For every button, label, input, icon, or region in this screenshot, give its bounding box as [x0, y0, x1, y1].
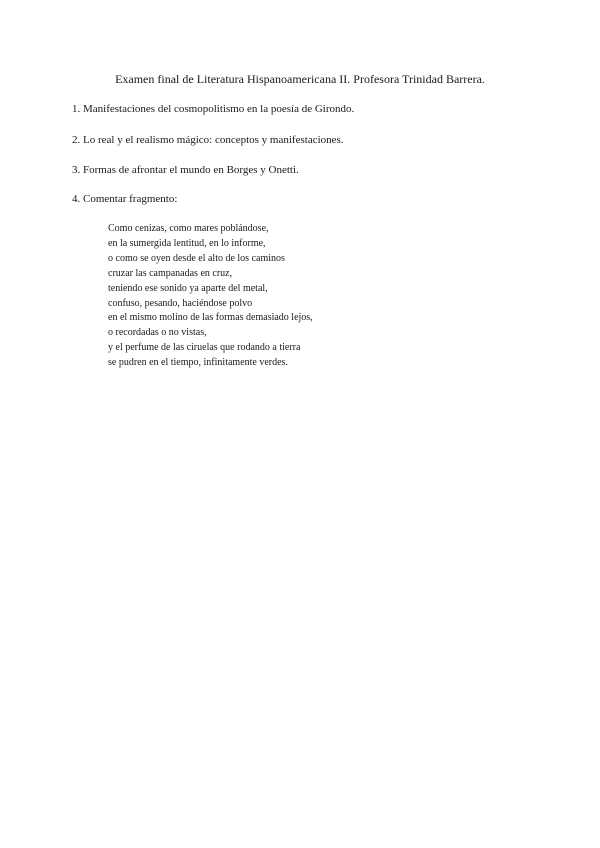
- poem-line: en el mismo molino de las formas demasiado lejos,: [108, 312, 313, 324]
- question-4: 4. Comentar fragmento:: [72, 193, 178, 205]
- poem-line: se pudren en el tiempo, infinitamente verdes.: [108, 357, 288, 369]
- poem-line: teniendo ese sonido ya aparte del metal,: [108, 282, 268, 294]
- question-1: 1. Manifestaciones del cosmopolitismo en la poesía de Girondo.: [72, 103, 355, 115]
- poem-line: o como se oyen desde el alto de los caminos: [108, 252, 285, 264]
- question-2: 2. Lo real y el realismo mágico: conceptos y manifestaciones.: [72, 134, 344, 146]
- poem-line: confuso, pesando, haciéndose polvo: [108, 297, 253, 309]
- question-3: 3. Formas de afrontar el mundo en Borges y Onetti.: [72, 164, 299, 176]
- poem-line: y el perfume de las ciruelas que rodando a tierra: [108, 342, 301, 354]
- poem-line: en la sumergida lentitud, en lo informe,: [108, 237, 266, 249]
- poem-fragment: [108, 222, 313, 371]
- exam-title: Examen final de Literatura Hispanoamericana II. Profesora Trinidad Barrera.: [115, 72, 485, 86]
- poem-line: o recordadas o no vistas,: [108, 327, 207, 339]
- poem-line: Como cenizas, como mares poblándose,: [108, 223, 269, 234]
- poem-line: cruzar las campanadas en cruz,: [108, 267, 233, 279]
